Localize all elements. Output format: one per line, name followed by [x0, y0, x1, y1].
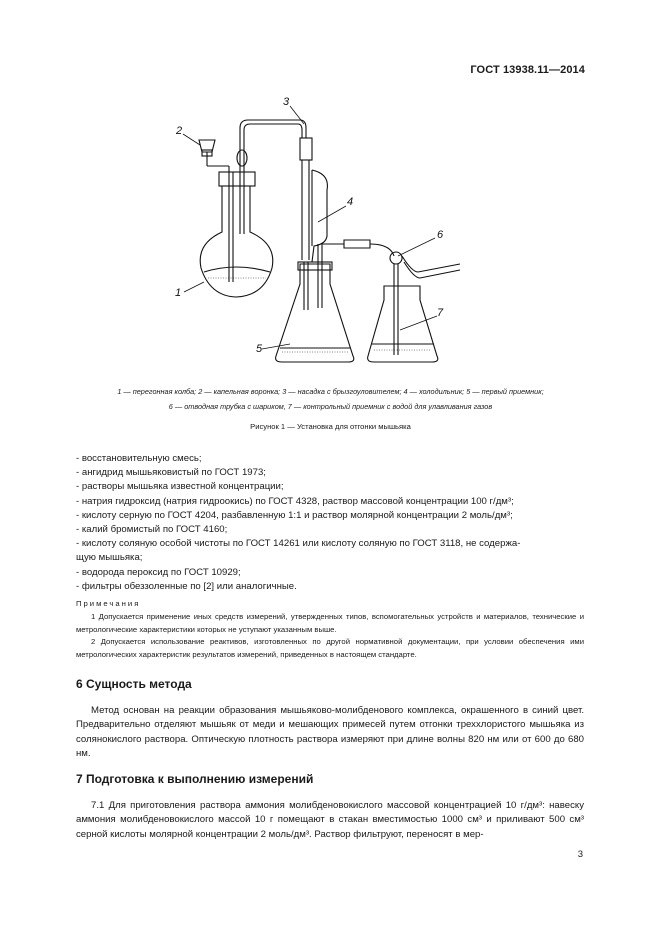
first-receiver: [276, 264, 354, 362]
list-item: - кислоту соляную особой чистоты по ГОСТ 14261 или кислоту соляную по ГОСТ 3118, не содержа-: [76, 538, 521, 550]
section-7-heading: 7 Подготовка к выполнению измерений: [76, 772, 314, 786]
figure-label-4: 4: [347, 196, 354, 208]
list-item: - водорода пероксид по ГОСТ 10929;: [76, 566, 241, 578]
figure-label-6: 6: [437, 229, 444, 241]
splash-trap: [237, 150, 247, 166]
figure-caption: Рисунок 1 — Установка для отгонки мышьяка: [250, 422, 411, 431]
notes: [76, 598, 584, 662]
figure-label-3: 3: [283, 96, 290, 108]
flask-stopper: [219, 172, 255, 186]
list-item: - калий бромистый по ГОСТ 4160;: [76, 524, 228, 536]
figure-label-5: 5: [256, 343, 263, 355]
list-item: щую мышьяка;: [76, 552, 143, 564]
reagent-list: [76, 452, 584, 594]
bulb: [390, 252, 402, 264]
control-receiver: [368, 286, 438, 362]
legend-line-2: 6 — отводная трубка с шариком, 7 — контрольный приемник с водой для улавливания газов: [168, 402, 493, 411]
list-item: - фильтры обеззоленные по [2] или аналогичные.: [76, 580, 297, 592]
figure-legend: [0, 384, 661, 414]
list-item: - растворы мышьяка известной концентрации;: [76, 481, 284, 493]
list-item: - натрия гидроксид (натрия гидроокись) по ГОСТ 4328, раствор массовой концентрации 100 г/дм³;: [76, 495, 514, 507]
section-7-text: 7.1 Для приготовления раствора аммония молибденовокислого массовой концентрацией 10 г/дм³: навеску аммония молибденовокислого массой 10 г помещают в стакан вместимостью 1000 см³ и приливают 500 см³ серной кислоты молярной концентрации 2 моль/дм³. Раствор фильтруют, переносят в мер-: [76, 800, 584, 840]
list-item: - восстановительную смесь;: [76, 453, 202, 464]
note-1: 1 Допускается применение иных средств измерений, утвержденных типов, вспомогательных устройств и материалов, технические и метрологические характеристики которых не уступают указанным выше.: [76, 611, 584, 634]
distillation-flask: [200, 186, 273, 297]
standard-header: ГОСТ 13938.11—2014: [470, 64, 585, 76]
legend-line-1: 1 — перегонная колба; 2 — капельная воронка; 3 — насадка с брызгоуловителем; 4 — холодильник; 5 — первый приемник;: [117, 387, 544, 396]
note-2: 2 Допускается использование реактивов, изготовленных по другой нормативной документации, при условии обеспечения ими метрологических характеристик результатов измерений, приведенных в настоящем стандарте.: [76, 637, 584, 660]
section-6-text: Метод основан на реакции образования мышьяково-молибденового комплекса, окрашенного в синий цвет. Предварительно отделяют мышьяк от меди и мешающих примесей путем отгонки треххлористого мышьяка из солянокислого раствора. Оптическую плотность раствора измеряют при длине волны 820 нм или от 600 до 680 нм.: [76, 705, 584, 759]
figure-label-7: 7: [437, 307, 444, 319]
figure-label-2: 2: [176, 125, 183, 137]
section-6-heading: 6 Сущность метода: [76, 677, 192, 691]
notes-title: Примечания: [76, 599, 141, 608]
figure-label-1: 1: [175, 287, 182, 299]
condenser: [312, 170, 327, 262]
list-item: - ангидрид мышьяковистый по ГОСТ 1973;: [76, 467, 266, 479]
apparatus-figure: [150, 88, 470, 378]
page-number: 3: [577, 849, 583, 860]
list-item: - кислоту серную по ГОСТ 4204, разбавленную 1:1 и раствор молярной концентрации 2 моль/дм³;: [76, 509, 513, 521]
